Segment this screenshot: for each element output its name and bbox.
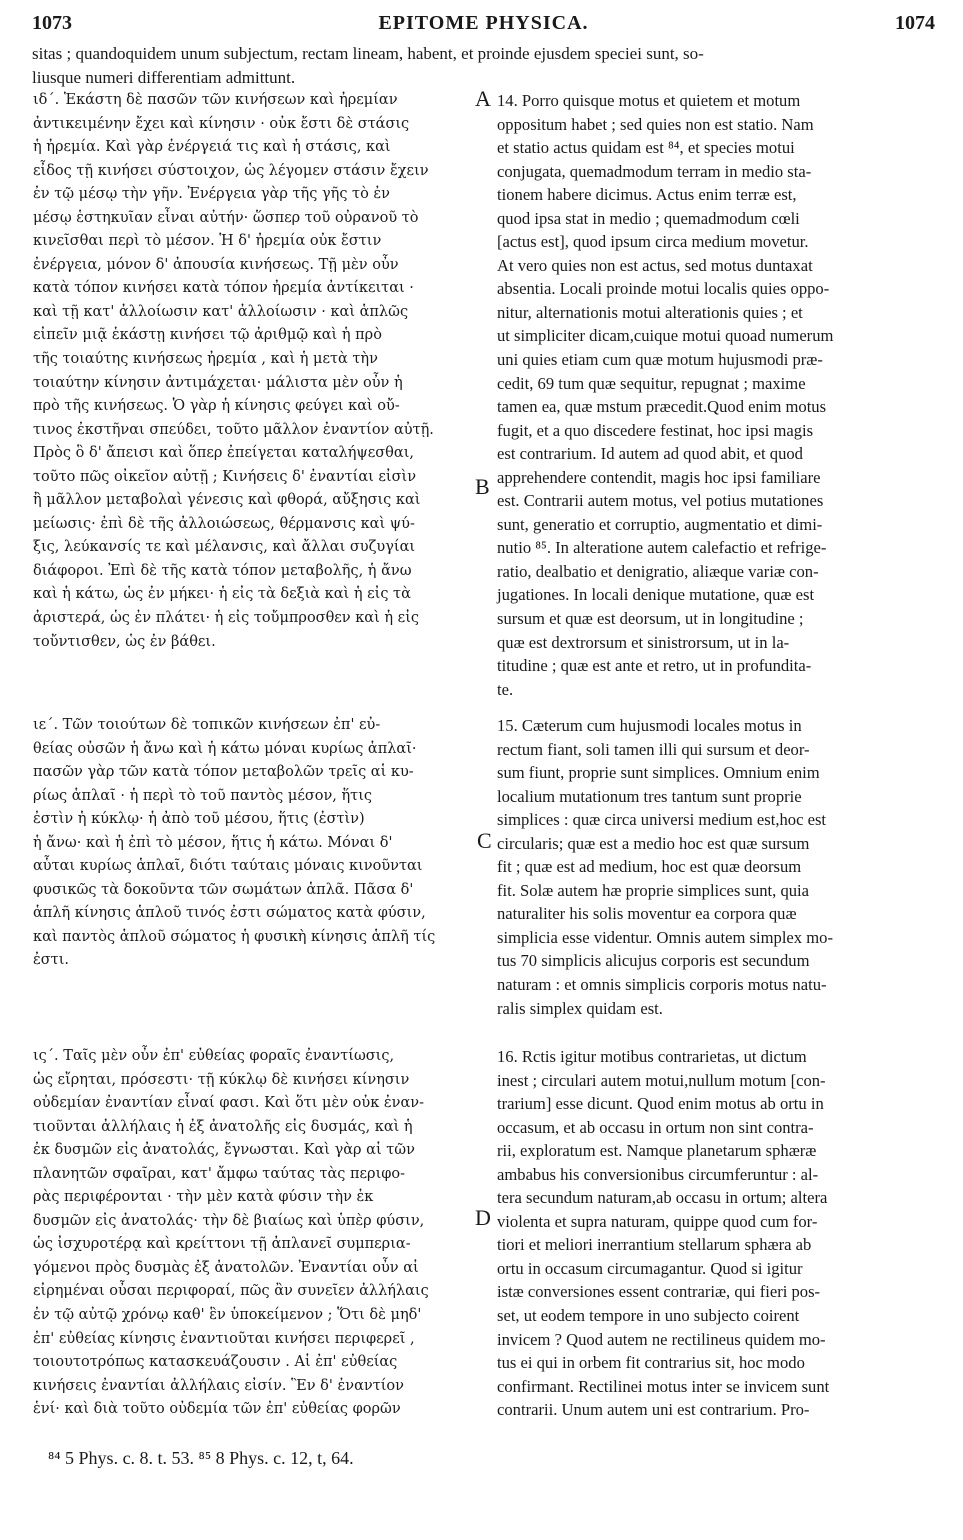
- text-line: naturam : et omnis simplicis corporis motus natu-: [497, 975, 827, 995]
- text-line: fugit, et a quo discedere festinat, hoc ipsi magis: [497, 420, 814, 440]
- text-line: confirmant. Rectilinei motus inter se invicem sunt: [497, 1376, 830, 1396]
- text-line: ἐνέργεια, μόνον δ' ἀπουσία κινήσεως. Τῇ μὲν οὖν: [33, 256, 399, 273]
- text-line: te.: [497, 679, 514, 699]
- text-line: ἢ μᾶλλον μεταβολαὶ γένεσις καὶ φθορά, αὔξησις καὶ: [33, 492, 421, 509]
- text-line: πλανητῶν σφαῖραι, κατ' ἄμφω ταύτας τὰς περιφο-: [33, 1165, 406, 1182]
- text-line: [actus est], quod ipsum circa medium movetur.: [497, 232, 809, 252]
- text-line: ρὰς περιφέρονται · τὴν μὲν κατὰ φύσιν τὴν ἐκ: [33, 1189, 374, 1206]
- text-line: jugationes. In locali denique mutatione, quæ est: [497, 585, 815, 605]
- section-marker-d: D: [475, 1205, 491, 1230]
- text-line: ἐκ δυσμῶν εἰς ἀνατολάς, ἔγνωσται. Καὶ γὰρ αἱ τῶν: [33, 1142, 415, 1159]
- text-line: apprehendere contendit, magis hoc ipsi familiare: [497, 467, 821, 487]
- text-line: absentia. Locali proinde motui localis quies oppo-: [497, 279, 830, 299]
- text-line: τινος ἐκστῆναι σπεύδει, τοῦτο μᾶλλον ἐναντίον αὐτῇ.: [33, 421, 434, 438]
- text-line: πασῶν γὰρ τῶν κατὰ τόπον μεταβολῶν τρεῖς αἱ κυ-: [33, 764, 414, 781]
- text-line: τῆς τοιαύτης κινήσεως ἠρεμία , καὶ ἡ μετὰ τὴν: [33, 351, 378, 368]
- section-marker-a: A: [475, 86, 491, 111]
- text-line: rii, exploratum est. Namque planetarum sphæræ: [497, 1141, 817, 1161]
- text-line: nitur, alternationis motui alterationis quies ; et: [497, 302, 803, 322]
- text-line: 15. Cæterum cum hujusmodi locales motus in: [497, 716, 802, 735]
- text-line: θείας οὐσῶν ἡ ἄνω καὶ ἡ κάτω μόναι κυρίως ἁπλαῖ·: [33, 740, 417, 757]
- column-number-right: 1074: [895, 12, 935, 34]
- text-line: istæ conversiones essent contrariæ, qui fieri pos-: [497, 1282, 821, 1302]
- text-line: καὶ ἡ κάτω, ὡς ἐν μήκει· ἡ εἰς τὰ δεξιὰ καὶ ἡ εἰς τὰ: [33, 586, 411, 603]
- running-title: EPITOME PHYSICA.: [378, 12, 589, 34]
- text-line: ratio, dealbatio et denigratio, aliæque variæ con-: [497, 561, 819, 581]
- text-line: circularis; quæ est a medio hoc est quæ sursum: [497, 833, 810, 853]
- text-line: ἐστὶν ἡ κύκλῳ· ἡ ἀπὸ τοῦ μέσου, ἥτις (ἐστὶν): [33, 811, 365, 828]
- text-line: tus 70 simplicis alicujus corporis est secundum: [497, 951, 810, 971]
- text-line: εἰρημέναι οὖσαι περιφοραί, πῶς ἂν συνεῖεν ἀλλήλαις: [33, 1283, 429, 1300]
- text-line: μέσῳ ἑστηκυῖαν εἶναι αὐτήν· ὥσπερ τοῦ οὐρανοῦ τὸ: [33, 209, 419, 226]
- text-line: κατὰ τόπον κινήσει κατὰ τόπον ἠρεμία ἀντίκειται ·: [33, 280, 414, 297]
- text-line: tamen ea, quæ mstum præcedit.Quod enim motus: [497, 397, 827, 417]
- text-line: ιδ΄. Ἑκάστη δὲ πασῶν τῶν κινήσεων καὶ ἠρεμίαν: [33, 92, 398, 108]
- text-line: quod ipsa stat in medio ; quemadmodum cœli: [497, 208, 800, 228]
- latin-paragraph-14: [497, 89, 927, 701]
- text-line: ὡς ἰσχυροτέρᾳ καὶ κρείττονι τῇ ἀπλανεῖ συμπερια-: [33, 1236, 411, 1253]
- text-line: φυσικῶς τὰ δοκοῦντα τῶν σωμάτων ἁπλᾶ. Πᾶσα δ': [33, 881, 414, 898]
- text-line: ἐν τῷ αὐτῷ χρόνῳ καθ' ἓν ὑποκείμενον ; Ὅτι δὲ μηδ': [33, 1307, 422, 1324]
- intro-paragraph: [32, 42, 932, 89]
- text-line: fit ; quæ est ad medium, hoc est quæ deorsum: [497, 857, 802, 877]
- footnotes: ⁸⁴ 5 Phys. c. 8. t. 53. ⁸⁵ 8 Phys. c. 12, t, 64.: [48, 1448, 354, 1468]
- latin-paragraph-16: [497, 1045, 927, 1422]
- text-line: est. Contrarii autem motus, vel potius mutationes: [497, 491, 824, 511]
- text-line: ἀριστερά, ὡς ἐν πλάτει· ἡ εἰς τοὔμπροσθεν καὶ ἡ εἰς: [33, 610, 419, 627]
- text-line: sum fiunt, proprie sunt simplices. Omnium enim: [497, 763, 820, 783]
- text-line: οὐδεμίαν ἐναντίαν εἶναί φασι. Καὶ ὅτι μὲν οὐκ ἐναν-: [33, 1095, 424, 1112]
- text-line: violenta et supra naturam, quippe quod cum for-: [497, 1211, 818, 1231]
- text-line: αὗται κυρίως ἁπλαῖ, διότι ταύταις μόναις κινοῦνται: [33, 858, 423, 875]
- text-line: quæ est dextrorsum et sinistrorsum, ut in la-: [497, 632, 790, 652]
- text-line: ἐπ' εὐθείας κίνησις ἐναντιοῦται κινήσει περιφερεῖ ,: [33, 1330, 415, 1347]
- text-line: et statio actus quidam est ⁸⁴, et species motui: [497, 138, 795, 158]
- text-line: invicem ? Quod autem ne rectilineus quidem mo-: [497, 1329, 826, 1349]
- text-line: occasum, et ab occasu in ortum non sint contra-: [497, 1117, 814, 1137]
- text-line: ἁπλῆ κίνησις ἁπλοῦ τινός ἐστι σώματος κατὰ φύσιν,: [33, 905, 426, 922]
- text-line: sunt, generatio et corruptio, augmentatio et dimi-: [497, 514, 823, 534]
- text-line: 14. Porro quisque motus et quietem et motum: [497, 91, 801, 110]
- text-line: μείωσις· ἐπὶ δὲ τῆς ἀλλοιώσεως, θέρμανσις καὶ ψύ-: [33, 515, 415, 532]
- text-line: ὡς εἴρηται, πρόσεστι· τῇ κύκλῳ δὲ κινήσει κίνησιν: [33, 1071, 410, 1088]
- text-line: ἡ ἄνω· καὶ ἡ ἐπὶ τὸ μέσον, ἥτις ἡ κάτω. Μόναι δ': [33, 834, 393, 851]
- text-line: ἡ ἠρεμία. Καὶ γὰρ ἐνέργειά τις καὶ ἡ στάσις, καὶ: [33, 139, 391, 156]
- text-line: κινεῖσθαι περὶ τὸ μέσον. Ἡ δ' ἠρεμία οὐκ ἔστιν: [33, 233, 382, 250]
- text-line: tiori et meliori inerrantium stellarum sphæra ab: [497, 1235, 812, 1255]
- greek-paragraph-14: [33, 89, 471, 654]
- text-line: set, ut eodem tempore in uno subjecto coirent: [497, 1306, 800, 1326]
- text-line: sitas ; quandoquidem unum subjectum, rectam lineam, habent, et proinde ejusdem speciei sunt, so-: [32, 44, 704, 63]
- text-line: διάφοροι. Ἐπὶ δὲ τῆς κατὰ τόπον μεταβολῆς, ἡ ἄνω: [33, 562, 412, 579]
- text-line: tera secundum naturam,ab occasu in ortum; altera: [497, 1188, 828, 1208]
- text-line: ις΄. Ταῖς μὲν οὖν ἐπ' εὐθείας φοραῖς ἐναντίωσις,: [33, 1048, 395, 1064]
- text-line: titudine ; quæ est ante et retro, ut in profundita-: [497, 656, 812, 676]
- latin-paragraph-15: [497, 714, 927, 1020]
- text-line: localium mutationum tres tantum sunt proprie: [497, 786, 802, 806]
- text-line: ἀντικειμένην ἔχει καὶ κίνησιν · οὐκ ἔστι δὲ στάσις: [33, 115, 410, 132]
- text-line: καὶ παντὸς ἁπλοῦ σώματος ἡ φυσικὴ κίνησις ἁπλῆ τίς: [33, 928, 436, 945]
- text-line: δυσμῶν εἰς ἀνατολάς· τὴν δὲ βιαίως καὶ ὑπὲρ φύσιν,: [33, 1212, 425, 1229]
- text-line: contrarii. Unum autem uni est contrarium. Pro-: [497, 1400, 810, 1420]
- page-header: [32, 12, 935, 38]
- text-line: ralis simplex quidam est.: [497, 998, 663, 1018]
- text-line: ρίως ἁπλαῖ · ἡ περὶ τὸ τοῦ παντὸς μέσον, ἥτις: [33, 787, 373, 804]
- text-line: πρὸ τῆς κινήσεως. Ὁ γὰρ ἡ κίνησις φεύγει καὶ οὔ-: [33, 398, 400, 415]
- text-line: uni quies etiam cum quæ motum hujusmodi præ-: [497, 350, 823, 370]
- column-number-left: 1073: [32, 12, 72, 34]
- text-line: εἶδος τῇ κινήσει σύστοιχον, ὡς λέγομεν στάσιν ἔχειν: [33, 162, 429, 179]
- text-line: εἰπεῖν μιᾷ ἑκάστῃ κινήσει τῷ ἀριθμῷ καὶ ἡ πρὸ: [33, 327, 382, 344]
- text-line: liusque numeri differentiam admittunt.: [32, 67, 296, 87]
- text-line: rectum fiant, soli tamen illi qui sursum et deor-: [497, 739, 810, 759]
- text-line: ἐστι.: [33, 952, 69, 969]
- text-line: τοῦτο πῶς οἰκεῖον αὐτῇ ; Κινήσεις δ' ἐναντίαι εἰσὶν: [33, 468, 417, 485]
- text-line: naturaliter his solis moventur ea corpora quæ: [497, 904, 797, 924]
- text-line: ιε΄. Τῶν τοιούτων δὲ τοπικῶν κινήσεων ἐπ' εὐ-: [33, 717, 381, 733]
- text-line: fit. Solæ autem hæ proprie simplices sunt, quia: [497, 880, 810, 900]
- text-line: cedit, 69 tum quæ sequitur, repugnat ; maxime: [497, 373, 806, 393]
- text-line: ortu in occasum circumagantur. Quod si igitur: [497, 1258, 803, 1278]
- text-line: γόμενοι πρὸς δυσμὰς ἐξ ἀνατολῶν. Ἐναντίαι οὖν αἱ: [33, 1259, 419, 1276]
- text-line: τοὔντισθεν, ὡς ἐν βάθει.: [33, 633, 216, 650]
- text-line: simplices : quæ circa universi medium est,hoc est: [497, 810, 827, 830]
- section-marker-b: B: [475, 474, 490, 499]
- text-line: inest ; circulari autem motui,nullum motum [con-: [497, 1070, 826, 1090]
- text-line: trarium] esse dicunt. Quod enim motus ab ortu in: [497, 1094, 824, 1114]
- text-line: nutio ⁸⁵. In alteratione autem calefactio et refrige-: [497, 538, 827, 558]
- text-line: tionem habere dicimus. Actus enim terræ est,: [497, 185, 797, 205]
- text-line: καὶ τῇ κατ' ἀλλοίωσιν κατ' ἀλλοίωσιν · καὶ ἁπλῶς: [33, 303, 409, 320]
- text-line: oppositum habet ; sed quies non est statio. Nam: [497, 114, 814, 134]
- text-line: τοιουτοτρόπως κατασκευάζουσιν . Αἱ ἐπ' εὐθείας: [33, 1354, 398, 1371]
- text-line: Πρὸς ὃ δ' ἄπεισι καὶ ὅπερ ἐπείγεται καταλήψεσθαι,: [33, 445, 414, 462]
- greek-paragraph-15: [33, 714, 471, 973]
- text-line: τιοῦνται ἀλλήλαις ἡ ἐξ ἀνατολῆς εἰς δυσμάς, καὶ ἡ: [33, 1118, 413, 1135]
- text-line: At vero quies non est actus, sed motus duntaxat: [497, 255, 813, 275]
- text-line: simplicia esse videntur. Omnis autem simplex mo-: [497, 927, 833, 947]
- text-line: κινήσεις ἐναντίαι ἀλλήλαις εἰσίν. Ἓν δ' ἐναντίον: [33, 1377, 404, 1394]
- text-line: tus ei qui in orbem fit contrarius sit, hoc modo: [497, 1353, 805, 1373]
- text-line: ἐν τῷ μέσῳ τὴν γῆν. Ἐνέργεια γὰρ τῆς γῆς τὸ ἐν: [33, 186, 390, 203]
- section-marker-c: C: [477, 828, 492, 853]
- text-line: ut simpliciter dicam,cuique motui quoad numerum: [497, 326, 834, 346]
- text-line: ἑνί· καὶ διὰ τοῦτο οὐδεμία τῶν ἐπ' εὐθείας φορῶν: [33, 1401, 401, 1418]
- greek-paragraph-16: [33, 1045, 471, 1422]
- text-line: ξις, λεύκανσίς τε καὶ μέλανσις, καὶ ἄλλαι συζυγίαι: [33, 539, 416, 556]
- text-line: sursum et quæ est deorsum, ut in longitudine ;: [497, 609, 804, 629]
- text-line: conjugata, quemadmodum terram in medio sta-: [497, 161, 812, 181]
- text-line: ambabus his conversionibus circumferuntur : al-: [497, 1164, 819, 1184]
- text-line: 16. Rctis igitur motibus contrarietas, ut dictum: [497, 1047, 807, 1066]
- text-line: est contrarium. Id autem ad quod abit, et quod: [497, 444, 803, 464]
- text-line: τοιαύτην κίνησιν ἀντιμάχεται· μάλιστα μὲν οὖν ἡ: [33, 374, 403, 391]
